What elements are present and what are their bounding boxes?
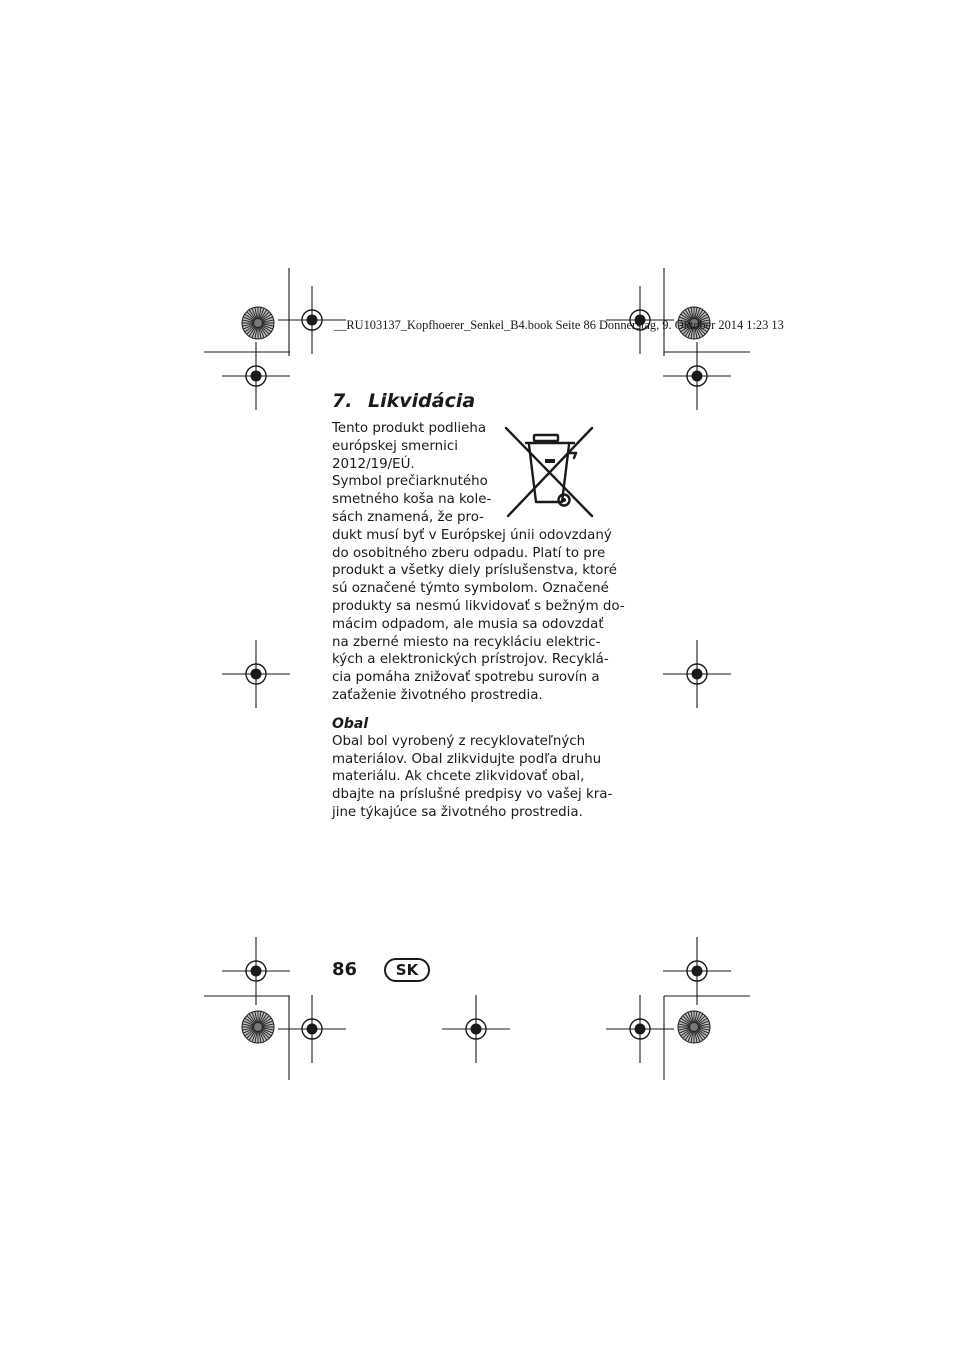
print-header: __RU103137_Kopfhoerer_Senkel_B4.book Seite 86 Donnerstag, 9. Oktober 2014 1:23 13: [334, 318, 784, 332]
registration-crosshair-icon: [663, 640, 731, 708]
text-line: mácim odpadom, ale musia sa odovzdať: [332, 616, 604, 632]
text-line: cia pomáha znižovať spotrebu surovín a: [332, 670, 600, 686]
section-number: 7.: [332, 390, 353, 412]
text-line: kých a elektronických prístrojov. Recyklá-: [332, 652, 609, 668]
disposal-section: [332, 388, 625, 822]
section-title: Likvidácia: [368, 390, 476, 412]
page-number: 86: [332, 959, 358, 980]
registration-crosshair-icon: [663, 937, 731, 1005]
registration-crosshair-icon: [442, 995, 510, 1063]
registration-crosshair-icon: [222, 937, 290, 1005]
text-line: sách znamená, že pro-: [332, 509, 485, 525]
packaging-heading: Obal: [332, 715, 369, 732]
language-badge: SK: [384, 958, 430, 982]
disposal-body: [332, 527, 625, 705]
text-line: produkty sa nesmú likvidovať s bežným do-: [332, 598, 625, 614]
text-line: do osobitného zberu odpadu. Platí to pre: [332, 545, 606, 561]
disposal-intro: [332, 420, 492, 527]
text-line: Tento produkt podlieha: [332, 421, 487, 436]
starburst-target-icon: [242, 307, 274, 339]
text-line: produkt a všetky diely príslušenstva, ktoré: [332, 563, 617, 579]
text-line: jine týkajúce sa životného prostredia.: [332, 804, 583, 820]
section-heading: [332, 388, 604, 414]
text-line: dbajte na príslušné predpisy vo vašej kra-: [332, 787, 613, 803]
starburst-target-icon: [678, 1011, 710, 1043]
text-line: materiálu. Ak chcete zlikvidovať obal,: [332, 769, 585, 785]
text-line: dukt musí byť v Európskej únii odovzdaný: [332, 527, 612, 543]
text-line: smetného koša na kole-: [332, 492, 492, 508]
starburst-target-icon: [242, 1011, 274, 1043]
text-line: 2012/19/EÚ.: [332, 456, 415, 472]
registration-crosshair-icon: [278, 995, 346, 1063]
packaging-body: [332, 733, 613, 822]
text-line: zaťaženie životného prostredia.: [332, 687, 543, 703]
text-line: sú označené týmto symbolom. Označené: [332, 581, 609, 597]
text-line: Obal bol vyrobený z recyklovateľných: [332, 733, 586, 749]
text-line: na zberné miesto na recykláciu elektric-: [332, 634, 601, 650]
text-line: európskej smernici: [332, 438, 458, 454]
text-line: materiálov. Obal zlikvidujte podľa druhu: [332, 751, 602, 767]
text-line: Symbol prečiarknutého: [332, 474, 488, 490]
registration-crosshair-icon: [222, 640, 290, 708]
